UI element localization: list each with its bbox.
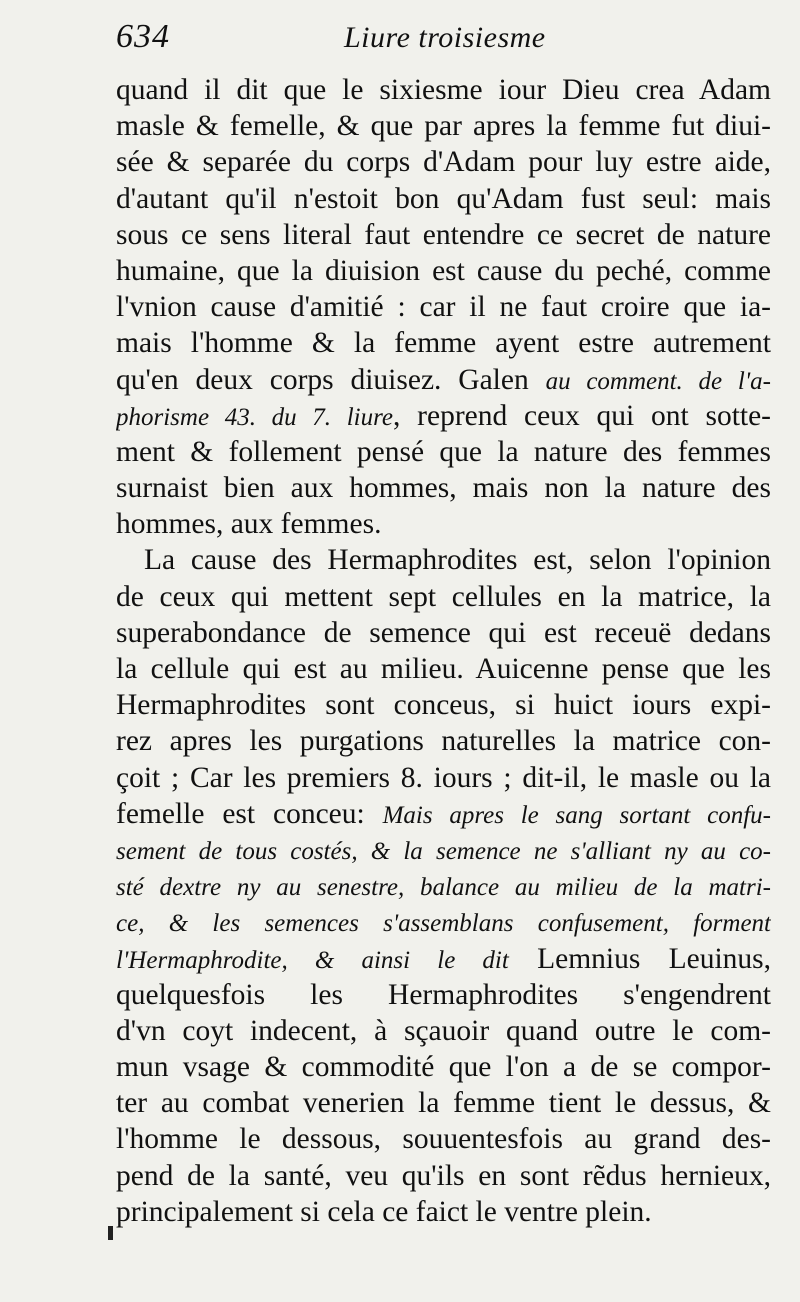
text-segment: pend de la santé, veu qu'ils en sont rẽdus hernieux, bbox=[116, 1159, 771, 1192]
text-line bbox=[116, 398, 771, 434]
text-line bbox=[116, 904, 771, 940]
text-segment: La cause des Hermaphrodites est, selon l'opinion bbox=[144, 544, 771, 577]
text-segment: surnaist bien aux hommes, mais non la nature des bbox=[116, 472, 771, 505]
page-number: 634 bbox=[116, 18, 170, 55]
text-segment: masle & femelle, & que par apres la femme fut diui- bbox=[116, 110, 771, 143]
italic-text-segment: l'Hermaphrodite, & ainsi le dit bbox=[116, 946, 509, 974]
text-segment: Hermaphrodites sont conceus, si huict iours expi- bbox=[116, 689, 771, 722]
text-segment: femelle est conceu: bbox=[116, 797, 383, 830]
text-line bbox=[116, 977, 771, 1013]
text-line bbox=[116, 144, 771, 180]
text-line bbox=[116, 506, 771, 542]
italic-text-segment: ce, & les semences s'assemblans confusement, forment bbox=[116, 910, 771, 938]
text-segment: mun vsage & commodité que l'on a de se compor- bbox=[116, 1051, 771, 1084]
text-segment: sous ce sens literal faut entendre ce secret de nature bbox=[116, 218, 771, 251]
italic-text-segment: Mais apres le sang sortant confu- bbox=[382, 801, 771, 829]
text-line bbox=[116, 253, 771, 289]
text-line bbox=[116, 1121, 771, 1157]
running-head: Liure troisiesme bbox=[344, 21, 546, 54]
italic-text-segment: phorisme 43. du 7. liure bbox=[116, 403, 393, 431]
text-line bbox=[116, 760, 771, 796]
text-line bbox=[116, 1085, 771, 1121]
text-line bbox=[116, 1158, 771, 1194]
text-segment: l'vnion cause d'amitié : car il ne faut croire que ia- bbox=[116, 291, 771, 324]
text-segment: superabondance de semence qui est receuë dedans bbox=[116, 616, 771, 649]
text-line bbox=[116, 1049, 771, 1085]
text-line bbox=[116, 868, 771, 904]
text-segment: quelquesfois les Hermaphrodites s'engendrent bbox=[116, 978, 771, 1011]
text-line bbox=[116, 1194, 771, 1230]
text-segment: , reprend ceux qui ont sotte- bbox=[393, 399, 771, 432]
text-line bbox=[116, 470, 771, 506]
text-segment: d'autant qu'il n'estoit bon qu'Adam fust seul: mais bbox=[116, 182, 771, 215]
body-text bbox=[116, 72, 771, 1230]
text-segment: Lemnius Leuinus, bbox=[508, 942, 771, 975]
italic-text-segment: sté dextre ny au senestre, balance au milieu de la matri- bbox=[116, 874, 771, 902]
text-line bbox=[116, 542, 771, 578]
text-segment: quand il dit que le sixiesme iour Dieu crea Adam bbox=[116, 74, 771, 106]
text-line bbox=[116, 796, 771, 832]
text-line bbox=[116, 832, 771, 868]
italic-text-segment: au comment. de l'a- bbox=[545, 367, 771, 395]
margin-mark bbox=[108, 1226, 113, 1240]
text-line bbox=[116, 434, 771, 470]
text-segment: ment & follement pensé que la nature des femmes bbox=[116, 435, 771, 468]
text-segment: humaine, que la diuision est cause du peché, comme bbox=[116, 254, 771, 287]
text-line bbox=[116, 651, 771, 687]
text-segment: ter au combat venerien la femme tient le dessus, & bbox=[116, 1087, 771, 1120]
text-line bbox=[116, 615, 771, 651]
text-line bbox=[116, 181, 771, 217]
text-segment: qu'en deux corps diuisez. Galen bbox=[116, 363, 546, 396]
text-segment: d'vn coyt indecent, à sçauoir quand outre le com- bbox=[116, 1014, 771, 1047]
text-line bbox=[116, 1013, 771, 1049]
text-line bbox=[116, 687, 771, 723]
text-segment: la cellule qui est au milieu. Auicenne pense que les bbox=[116, 653, 771, 685]
text-segment: rez apres les purgations naturelles la matrice con- bbox=[116, 725, 771, 758]
text-line bbox=[116, 723, 771, 759]
page-header bbox=[0, 18, 800, 68]
text-line bbox=[116, 108, 771, 144]
text-segment: sée & separée du corps d'Adam pour luy estre aide, bbox=[116, 146, 771, 179]
text-line bbox=[116, 579, 771, 615]
text-line bbox=[116, 217, 771, 253]
text-line bbox=[116, 941, 771, 977]
text-segment: hommes, aux femmes. bbox=[116, 508, 382, 541]
text-segment: mais l'homme & la femme ayent estre autrement bbox=[116, 327, 771, 360]
text-segment: l'homme le dessous, souuentesfois au grand des- bbox=[116, 1123, 771, 1156]
text-line bbox=[116, 289, 771, 325]
text-line bbox=[116, 325, 771, 361]
text-line bbox=[116, 362, 771, 398]
text-segment: principalement si cela ce faict le ventre plein. bbox=[116, 1195, 652, 1228]
text-segment: de ceux qui mettent sept cellules en la matrice, la bbox=[116, 580, 771, 613]
text-segment: çoit ; Car les premiers 8. iours ; dit-il, le masle ou la bbox=[116, 761, 771, 794]
italic-text-segment: sement de tous costés, & la semence ne s'alliant ny au co- bbox=[116, 837, 771, 865]
text-line bbox=[116, 72, 771, 108]
